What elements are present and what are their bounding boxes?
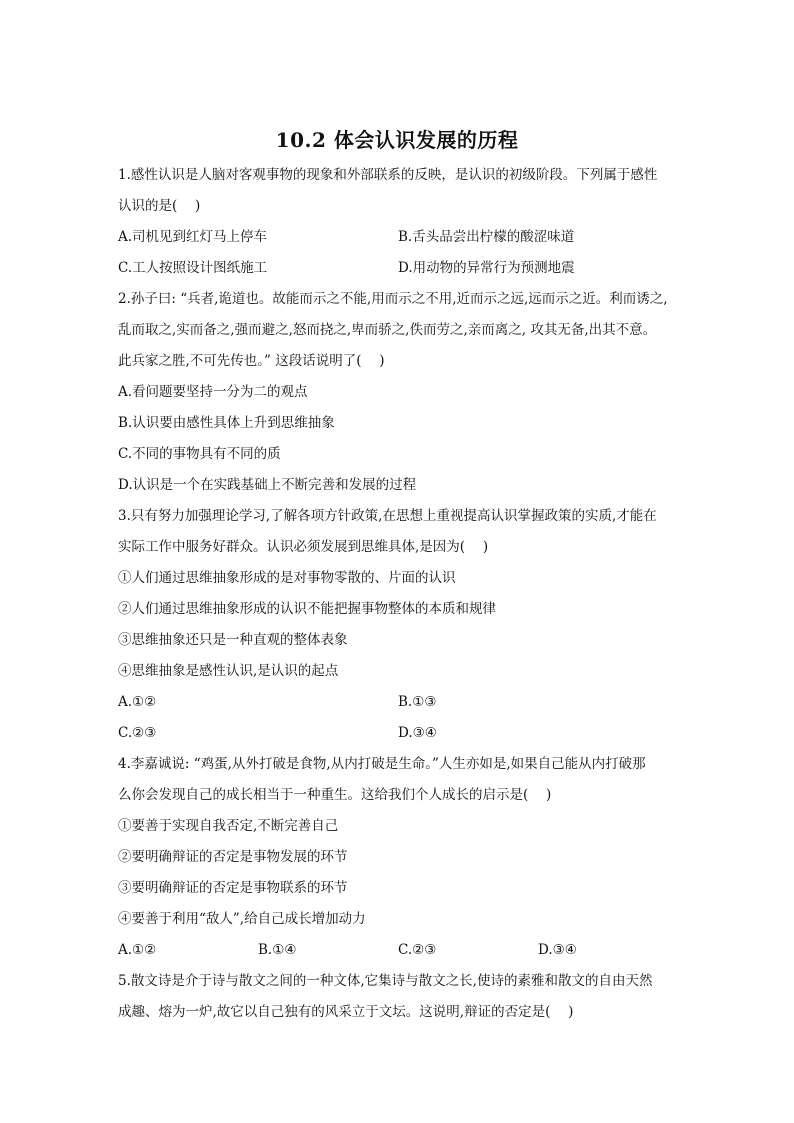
question-3: [118, 501, 678, 749]
option-c: C.不同的事物具有不同的质: [118, 446, 281, 462]
question-stem-line: 1.感性认识是人脑对客观事物的现象和外部联系的反映，是认识的初级阶段。下列属于感性: [118, 167, 658, 183]
question-stem-line: 么你会发现自己的成长相当于一种重生。这给我们个人成长的启示是( ): [118, 787, 552, 803]
option-d: D.③④: [538, 942, 577, 958]
question-stem-line: 4.李嘉诚说: “鸡蛋,从外打破是食物,从内打破是生命。”人生亦如是,如果自己能从内打破那: [118, 756, 646, 772]
question-5: [118, 966, 678, 1028]
option-d: D.用动物的异常行为预测地震: [398, 260, 575, 276]
option-c: C.工人按照设计图纸施工: [118, 260, 268, 276]
question-1: [118, 160, 678, 284]
statement-item: ③要明确辩证的否定是事物联系的环节: [118, 880, 348, 896]
question-stem-line: 实际工作中服务好群众。认识必须发展到思维具体,是因为( ): [118, 539, 489, 555]
option-c: C.②③: [118, 725, 157, 741]
question-stem-line: 乱而取之,实而备之,强而避之,怒而挠之,卑而骄之,佚而劳之,亲而离之, 攻其无备,出其不意。: [118, 322, 657, 338]
question-4: [118, 749, 678, 966]
statement-item: ②人们通过思维抽象形成的认识不能把握事物整体的本质和规律: [118, 601, 496, 617]
option-row: [118, 935, 678, 966]
question-stem-line: 5.散文诗是介于诗与散文之间的一种文体,它集诗与散文之长,使诗的素雅和散文的自由天然: [118, 973, 653, 989]
option-d: D.③④: [398, 725, 437, 741]
option-row: [118, 718, 678, 749]
statement-item: ④思维抽象是感性认识,是认识的起点: [118, 663, 339, 679]
option-row: [118, 687, 678, 718]
option-d: D.认识是一个在实践基础上不断完善和发展的过程: [118, 477, 417, 493]
option-a: A.看问题要坚持一分为二的观点: [118, 384, 308, 400]
option-a: A.①②: [118, 694, 157, 710]
statement-item: ④要善于利用“敌人”,给自己成长增加动力: [118, 911, 366, 927]
statement-item: ③思维抽象还只是一种直观的整体表象: [118, 632, 348, 648]
option-row: [118, 222, 678, 253]
question-stem-line: 成趣、熔为一炉,故它以自己独有的风采立于文坛。这说明,辩证的否定是( ): [118, 1004, 574, 1020]
statement-item: ①要善于实现自我否定,不断完善自己: [118, 818, 339, 834]
option-a: A.司机见到红灯马上停车: [118, 229, 268, 245]
question-stem-line: 此兵家之胜,不可先传也。” 这段话说明了( ): [118, 353, 385, 369]
option-b: B.舌头品尝出柠檬的酸涩味道: [398, 229, 575, 245]
option-a: A.①②: [118, 942, 157, 958]
option-row: [118, 253, 678, 284]
option-b: B.①④: [258, 942, 297, 958]
question-2: [118, 284, 678, 501]
option-b: B.①③: [398, 694, 437, 710]
question-stem-line: 2.孙子曰: “兵者,诡道也。故能而示之不能,用而示之不用,近而示之远,远而示之近。利而诱之,: [118, 291, 668, 307]
question-stem-line: 认识的是( ): [118, 198, 201, 214]
statement-item: ①人们通过思维抽象形成的是对事物零散的、片面的认识: [118, 570, 456, 586]
page-title: 10.2 体会认识发展的历程: [275, 128, 519, 152]
statement-item: ②要明确辩证的否定是事物发展的环节: [118, 849, 348, 865]
question-list: [118, 160, 678, 1028]
option-b: B.认识要由感性具体上升到思维抽象: [118, 415, 335, 431]
option-c: C.②③: [398, 942, 437, 958]
question-stem-line: 3.只有努力加强理论学习,了解各项方针政策,在思想上重视提高认识掌握政策的实质,才能在: [118, 508, 657, 524]
